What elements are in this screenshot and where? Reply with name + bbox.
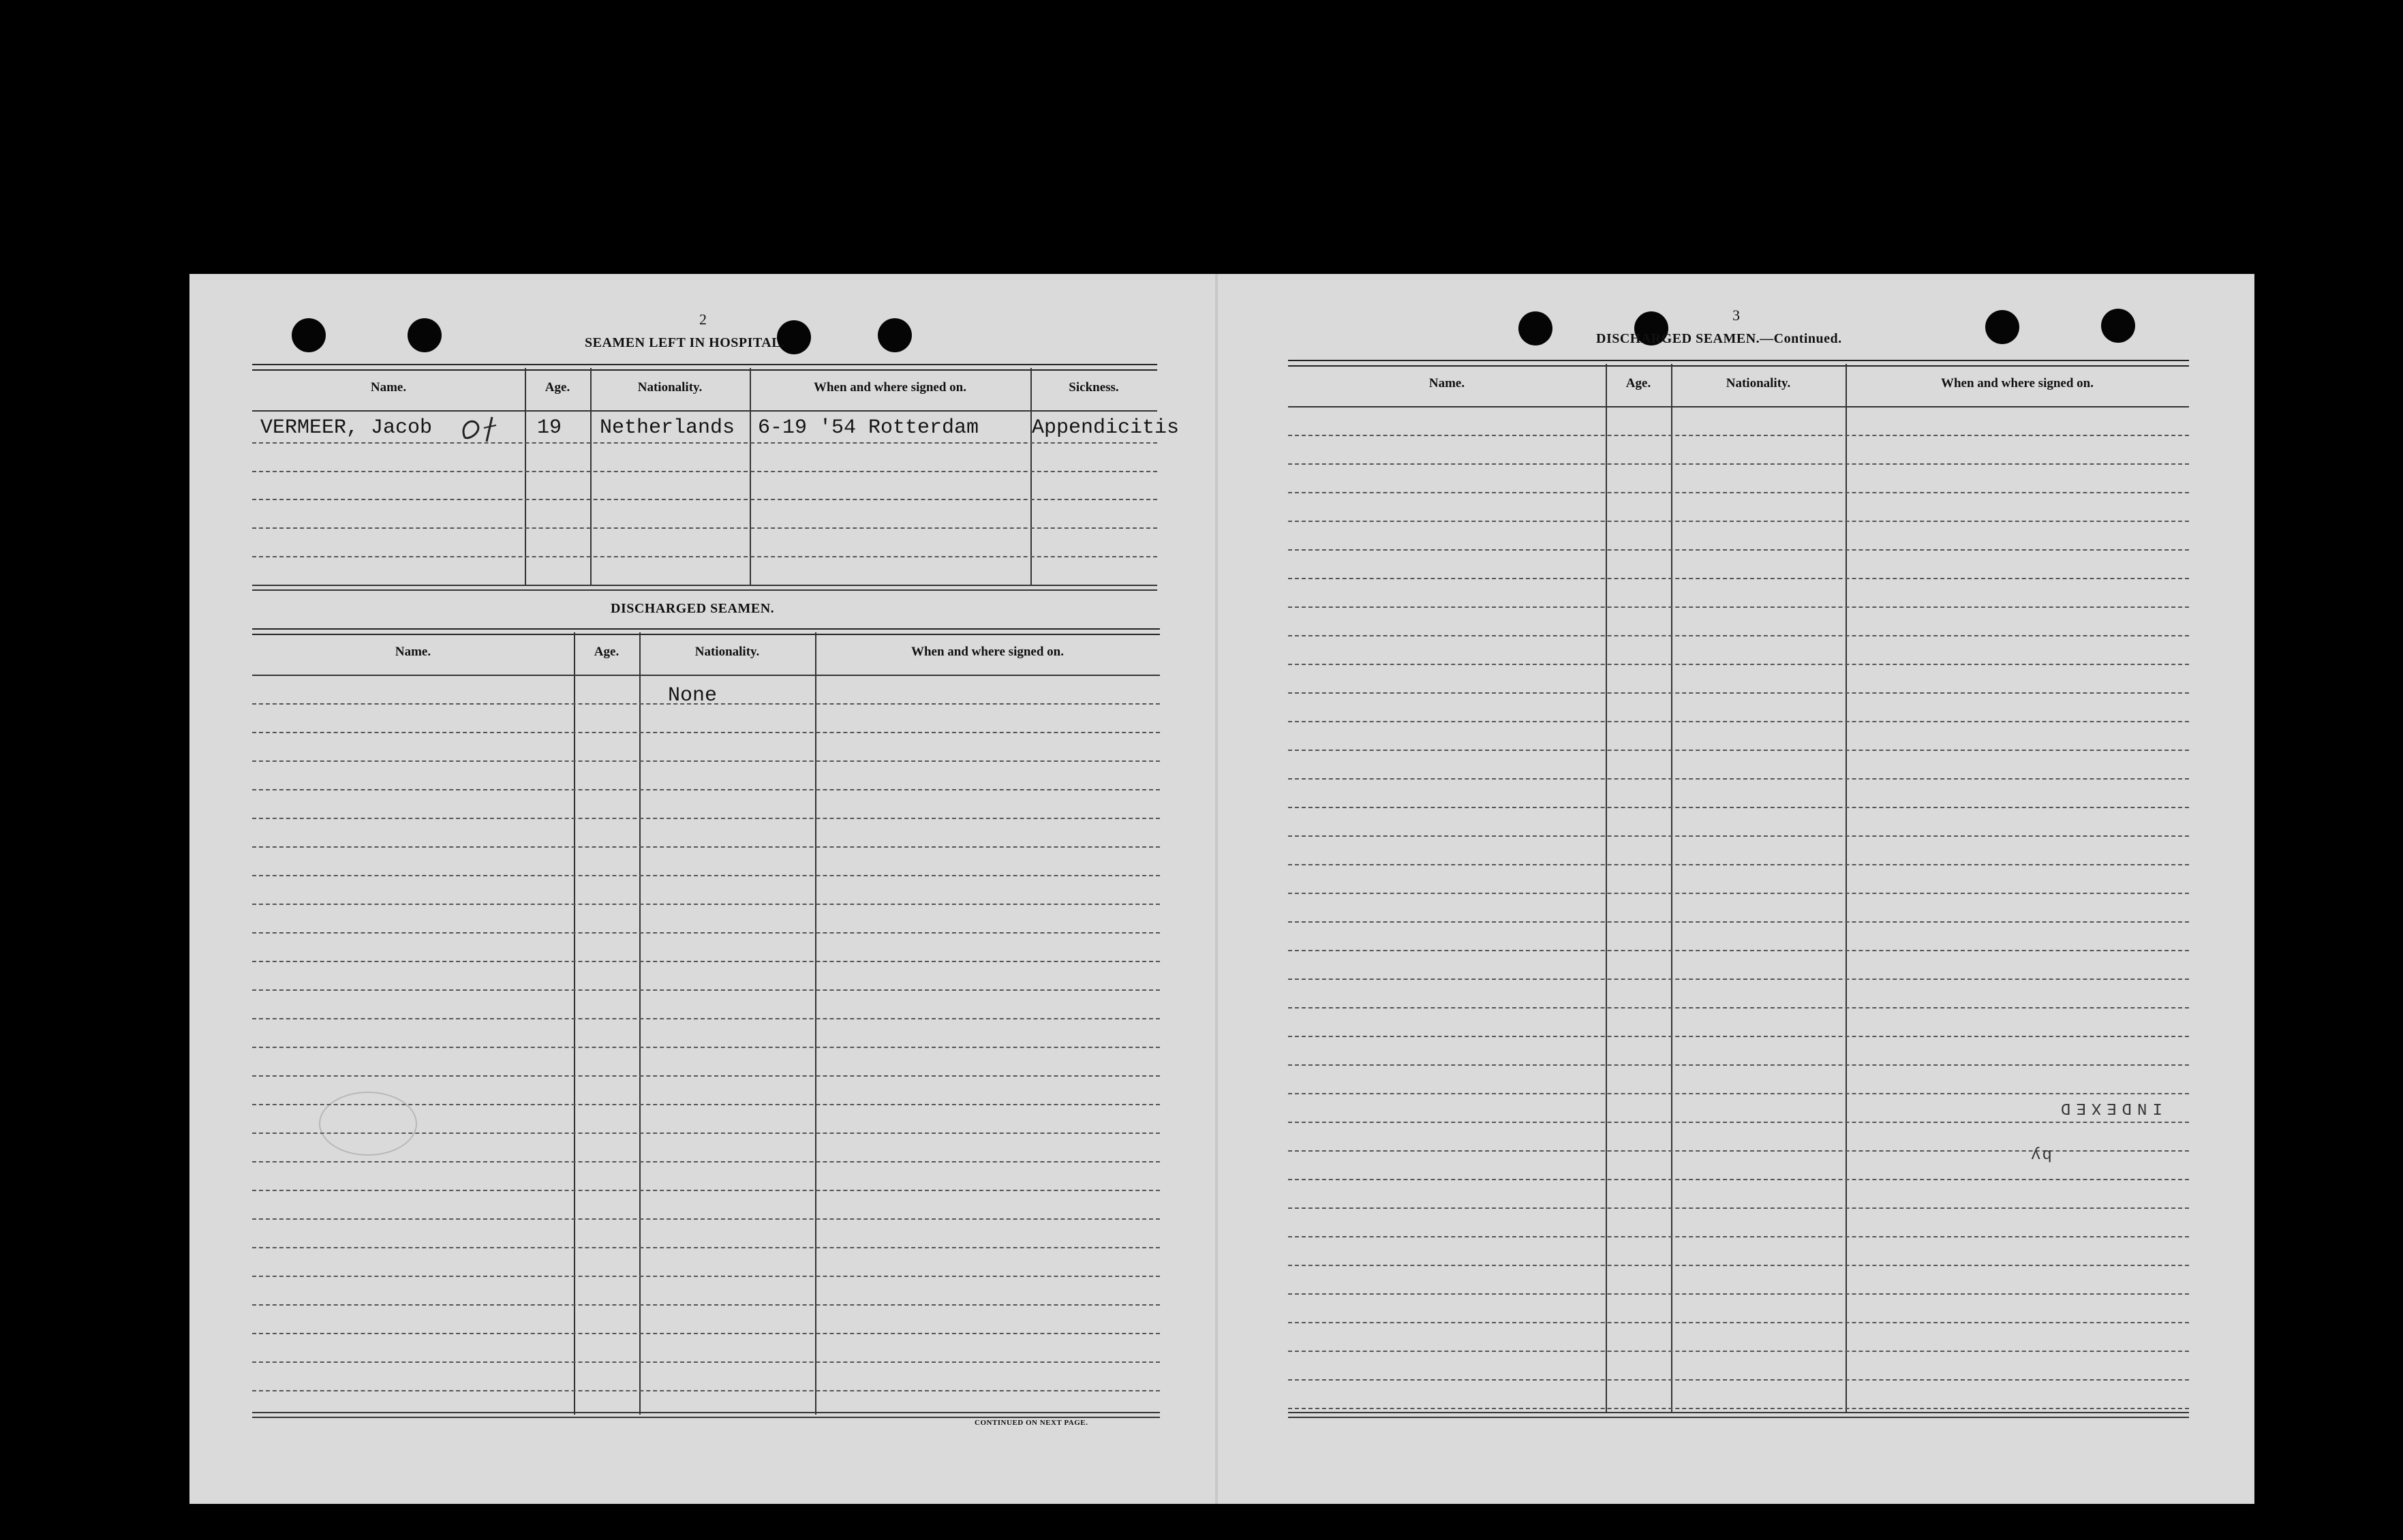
header-rule <box>1288 406 2189 407</box>
row-line <box>252 1047 1160 1048</box>
punch-hole <box>292 318 326 352</box>
row-line <box>252 1161 1160 1162</box>
row-line <box>252 932 1160 934</box>
row-line <box>1288 521 2189 522</box>
punch-hole <box>408 318 442 352</box>
continued-footer: CONTINUED ON NEXT PAGE. <box>975 1419 1088 1427</box>
discharged-section-title: DISCHARGED SEAMEN. <box>611 601 775 616</box>
row-line <box>1288 635 2189 636</box>
row-line <box>1288 1236 2189 1237</box>
col-header-age: Age. <box>545 380 570 395</box>
row-line <box>252 961 1160 962</box>
col-header-age: Age. <box>594 645 619 659</box>
row-line <box>1288 950 2189 951</box>
row-line <box>1288 1093 2189 1094</box>
discharged-table-left <box>252 628 1160 1487</box>
row-line <box>1288 835 2189 837</box>
row-line <box>1288 979 2189 980</box>
row-line <box>252 1390 1160 1391</box>
row-line <box>1288 435 2189 436</box>
row-line <box>252 1304 1160 1306</box>
hospital-section-title: SEAMEN LEFT IN HOSPITAL. <box>585 335 785 350</box>
row-line <box>252 1018 1160 1019</box>
col-header-age: Age. <box>1625 376 1651 390</box>
hospital-row-sickness: Appendicitis <box>1032 416 1180 440</box>
row-line <box>1288 492 2189 493</box>
row-line <box>252 1190 1160 1191</box>
row-line <box>252 818 1160 819</box>
row-line <box>1288 921 2189 923</box>
row-line <box>1288 893 2189 894</box>
column-divider <box>525 368 526 586</box>
row-line <box>252 556 1157 557</box>
col-header-signed-on: When and where signed on. <box>813 380 966 395</box>
row-line <box>1288 778 2189 780</box>
row-line <box>1288 692 2189 694</box>
indexed-stamp: INDEXED <box>2055 1098 2162 1117</box>
left-page-number: 2 <box>699 311 707 328</box>
row-line <box>1288 750 2189 751</box>
row-line <box>252 499 1157 500</box>
row-line <box>1288 1351 2189 1352</box>
column-divider <box>815 632 816 1415</box>
page-fold <box>1215 274 1218 1504</box>
col-header-name: Name. <box>1428 376 1465 390</box>
column-divider <box>639 632 641 1415</box>
right-section-title: DISCHARGED SEAMEN.—Continued. <box>1596 331 1842 346</box>
table-top-rule <box>1288 360 2189 367</box>
row-line <box>252 875 1160 876</box>
col-header-name: Name. <box>370 380 407 395</box>
row-line <box>1288 1207 2189 1209</box>
row-line <box>1288 1064 2189 1066</box>
col-header-nationality: Nationality. <box>1726 376 1791 390</box>
row-line <box>252 1247 1160 1248</box>
row-line <box>1288 807 2189 808</box>
hospital-row-name: VERMEER, Jacob <box>260 416 433 440</box>
punch-hole <box>2101 309 2135 343</box>
row-line <box>252 989 1160 991</box>
row-line <box>252 732 1160 733</box>
row-line <box>1288 1408 2189 1409</box>
row-line <box>1288 1150 2189 1152</box>
row-line <box>252 527 1157 529</box>
col-header-nationality: Nationality. <box>637 380 703 395</box>
row-line <box>1288 1179 2189 1180</box>
col-header-signed-on: When and where signed on. <box>910 645 1064 659</box>
row-line <box>1288 1265 2189 1266</box>
punch-hole <box>1518 311 1552 345</box>
row-line <box>252 1276 1160 1277</box>
row-line <box>1288 1293 2189 1295</box>
row-line <box>252 1075 1160 1077</box>
col-header-nationality: Nationality. <box>694 645 760 659</box>
row-line <box>252 1218 1160 1220</box>
column-divider <box>1030 368 1032 586</box>
row-line <box>1288 864 2189 865</box>
row-line <box>1288 606 2189 608</box>
discharged-table-right <box>1288 360 2189 1423</box>
row-line <box>1288 1322 2189 1323</box>
row-line <box>252 760 1160 762</box>
header-rule <box>252 675 1160 676</box>
row-line <box>1288 1007 2189 1008</box>
row-line <box>252 471 1157 472</box>
column-divider <box>574 632 575 1415</box>
row-line <box>1288 664 2189 665</box>
column-divider <box>590 368 592 586</box>
table-bottom-rule <box>1288 1412 2189 1418</box>
row-line <box>252 789 1160 790</box>
punch-hole <box>878 318 912 352</box>
handwritten-initials <box>457 412 511 446</box>
hospital-row-age: 19 <box>537 416 562 440</box>
row-line <box>252 846 1160 848</box>
document-sheet <box>189 274 2254 1504</box>
col-header-name: Name. <box>395 645 431 659</box>
col-header-signed-on: When and where signed on. <box>1940 376 2094 390</box>
row-line <box>1288 578 2189 579</box>
table-top-rule <box>252 628 1160 635</box>
faded-stamp-mark <box>319 1092 417 1156</box>
row-line <box>1288 1036 2189 1037</box>
hospital-row-nationality: Netherlands <box>600 416 735 440</box>
right-page-number: 3 <box>1732 307 1740 324</box>
row-line <box>252 442 1157 444</box>
row-line <box>1288 721 2189 722</box>
indexed-by-text: by <box>2030 1145 2052 1163</box>
hospital-row-signed-on: 6-19 '54 Rotterdam <box>758 416 979 440</box>
discharged-none-note: None <box>668 684 718 707</box>
row-line <box>1288 1122 2189 1123</box>
header-rule <box>252 410 1157 412</box>
row-line <box>1288 1379 2189 1381</box>
row-line <box>252 1333 1160 1334</box>
col-header-sickness: Sickness. <box>1069 380 1119 395</box>
row-line <box>1288 549 2189 551</box>
table-bottom-rule <box>252 1412 1160 1418</box>
column-divider <box>750 368 751 586</box>
row-line <box>252 904 1160 905</box>
hospital-table <box>252 364 1180 592</box>
row-line <box>252 1361 1160 1363</box>
row-line <box>1288 463 2189 465</box>
table-top-rule <box>252 364 1157 371</box>
table-bottom-rule <box>252 585 1157 591</box>
punch-hole <box>1985 310 2019 344</box>
